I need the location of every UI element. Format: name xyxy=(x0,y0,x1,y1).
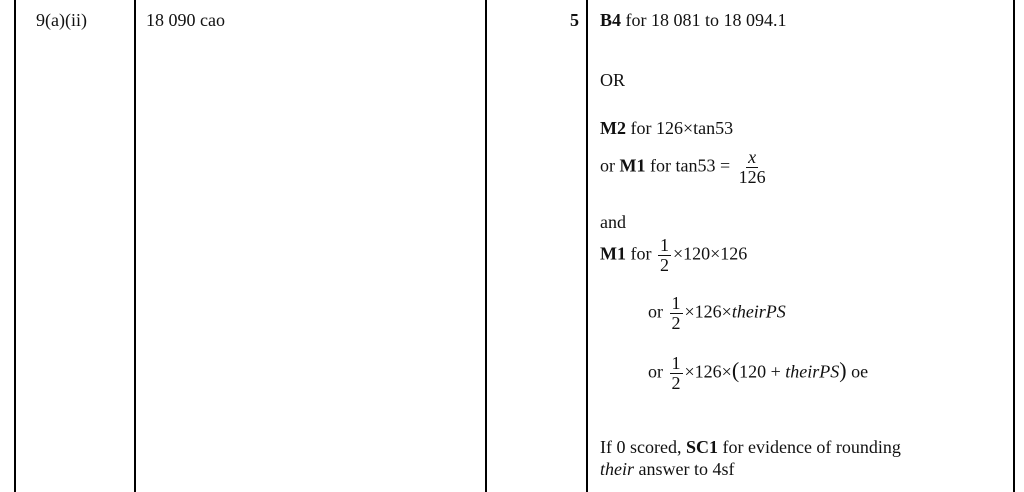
guidance-or: OR xyxy=(600,70,626,90)
guidance-b4: B4 for 18 081 to 18 094.1 xyxy=(600,10,787,30)
fraction-half: $\frac{1}{2}$ xyxy=(671,353,681,393)
guidance-m2: M2 for 126×tan53 xyxy=(600,118,734,138)
guidance-and: and xyxy=(600,212,626,232)
fraction-half: $\frac{1}{2}$ xyxy=(660,235,669,275)
guidance-alt-1: or $\frac{1}{2}$ ×126×theirPS xyxy=(648,293,786,333)
guidance-sc1: If 0 scored, SC1 for evidence of rounding their answer to 4sf xyxy=(600,437,901,479)
fraction-half: $\frac{1}{2}$ xyxy=(671,293,681,333)
mark-scheme-table xyxy=(14,0,1015,492)
column-divider xyxy=(485,0,487,492)
question-number: 9(a)(ii) xyxy=(36,10,87,30)
marks: 5 xyxy=(570,10,579,30)
column-divider xyxy=(134,0,136,492)
guidance-m1-tan: or M1 for tan53 = $\frac{x}{126}$ xyxy=(600,147,766,187)
fraction: $\frac{x}{126}$ xyxy=(738,147,766,187)
guidance-m1-area: M1 for $\frac{1}{2}$ ×120×126 xyxy=(600,235,748,275)
answer: 18 090 cao xyxy=(146,10,225,30)
column-divider xyxy=(586,0,588,492)
guidance-alt-2: or $\frac{1}{2}$ ×126×(120 + theirPS) oe xyxy=(648,353,869,393)
